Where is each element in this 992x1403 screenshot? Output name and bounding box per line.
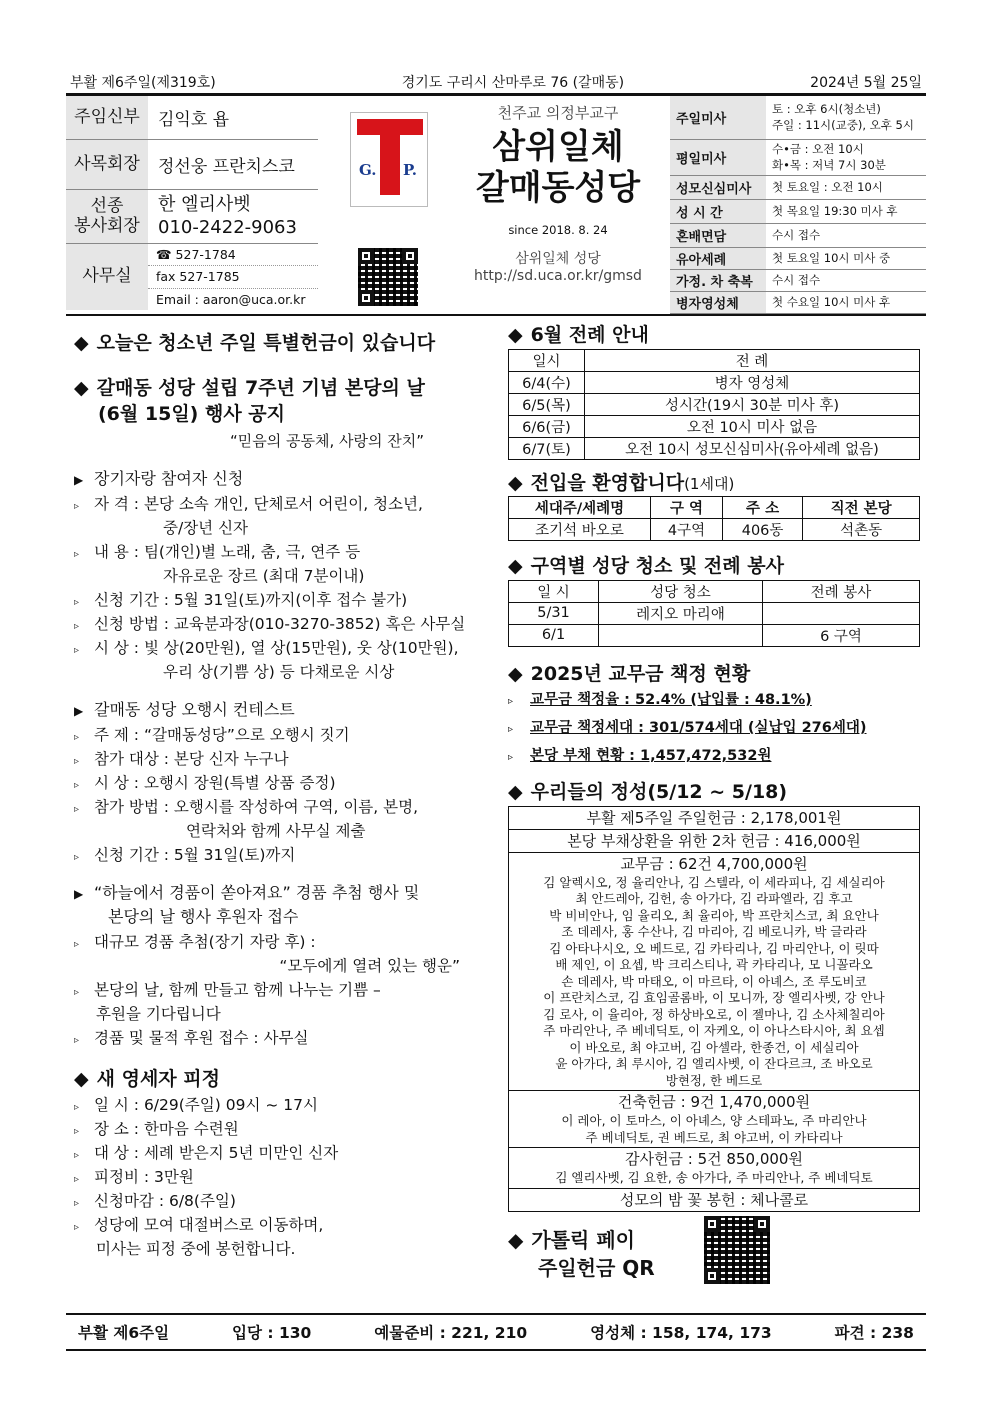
parish-name-line1: 삼위일체 (492, 127, 624, 167)
mass-schedule-value (766, 96, 926, 139)
talent-award (74, 636, 504, 660)
poem-method-cont: 연락처와 함께 사무실 제출 (186, 821, 366, 840)
mass-schedule-line: 첫 목요일 19:30 미사 후 (772, 203, 898, 218)
anniversary-heading (74, 375, 504, 402)
small-triangle-icon: ▹ (74, 1035, 80, 1047)
diamond-bullet-icon: ◆ (74, 376, 89, 399)
liturgy-hymn-footer (66, 1313, 926, 1351)
name-list-line: 주 마리안나, 주 베네딕토, 이 자케오, 이 아나스타시아, 최 요셉 (543, 1023, 885, 1039)
prize-draw-title-text: “하늘에서 경품이 쏟아져요” 경품 추첨 행사 및 (94, 882, 420, 902)
sponsor-line-cont: 후원을 기다립니다 (96, 1005, 221, 1024)
footer-entry-hymn: 입당 : 130 (232, 1324, 312, 1342)
name-list-line: 손 데레사, 박 마태오, 이 마르타, 이 아녜스, 조 루도비코 (561, 973, 867, 989)
diamond-bullet-icon: ◆ (508, 324, 523, 346)
table-cell: 6/5(목) (509, 393, 585, 415)
footer-communion-hymn: 영성체 : 158, 174, 173 (590, 1324, 772, 1342)
mass-schedule-value (766, 200, 926, 223)
talent-qualification (74, 492, 504, 516)
qr-finder-icon (754, 1216, 770, 1232)
table-cell: 5/31 (509, 602, 599, 624)
qr-finder-icon (358, 248, 374, 264)
mass-schedule-label: 혼배면담 (670, 224, 766, 247)
small-triangle-icon: ▹ (74, 803, 80, 815)
poem-target-text: 참가 대상 : 본당 신자 누구나 (94, 749, 289, 768)
thanks-offering-names (509, 1170, 919, 1189)
table-cell: 6/4(수) (509, 371, 585, 393)
poem-contest-title (74, 698, 504, 723)
debt-second-collection: 본당 부채상환을 위한 2차 헌금 : 416,000원 (509, 830, 919, 853)
mass-schedule-line: 수•금 : 오전 10시 (772, 141, 864, 156)
talent-qualification-text: 자 격 : 본당 소속 개인, 단체로서 어린이, 청소년, (94, 494, 423, 513)
welcome-heading (508, 470, 920, 497)
mass-schedule-label: 주일미사 (670, 96, 766, 139)
parish-name-line2: 갈매동성당 (475, 167, 641, 208)
qr-finder-icon (704, 1268, 720, 1284)
diamond-bullet-icon: ◆ (508, 662, 523, 685)
small-triangle-icon: ▹ (74, 1101, 80, 1113)
name-list-line: 김 알렉시오, 정 율리안나, 김 스텔라, 이 세라피나, 김 세실리아 (543, 874, 885, 890)
homepage-qr-code[interactable] (358, 248, 418, 306)
pastor-label: 주임신부 (66, 96, 148, 139)
poem-contest-title-text: 갈매동 성당 오행시 컨테스트 (94, 699, 295, 719)
sunday-offering: 부활 제5주일 주일헌금 : 2,178,001원 (509, 807, 919, 830)
prize-draw-title-cont: 본당의 날 행사 후원자 접수 (108, 907, 299, 927)
table-cell: 조기석 바오로 (509, 519, 651, 541)
retreat-target (74, 1141, 504, 1165)
small-triangle-icon: ▹ (74, 1197, 80, 1209)
small-triangle-icon: ▹ (508, 724, 514, 736)
retreat-place (74, 1117, 504, 1141)
diamond-bullet-icon: ◆ (508, 471, 523, 494)
mass-schedule-value (766, 140, 926, 175)
prize-draw-slogan: “모두에게 열려 있는 행운” (279, 957, 460, 976)
small-triangle-icon: ▹ (74, 1221, 80, 1233)
small-triangle-icon: ▹ (74, 500, 80, 512)
small-triangle-icon: ▹ (74, 851, 80, 863)
mass-schedule-value (766, 224, 926, 247)
thanks-offering-total: 감사헌금 : 5건 850,000원 (625, 1150, 803, 1169)
table-header-row (509, 349, 920, 371)
issue-header-bar (66, 70, 926, 96)
cleaning-heading-text: 구역별 성당 청소 및 전례 봉사 (530, 555, 784, 578)
cleaning-heading (508, 553, 920, 580)
small-triangle-icon: ▹ (74, 1149, 80, 1161)
council-row (66, 140, 318, 190)
pastor-name: 김익호 욥 (148, 96, 318, 139)
office-contacts (148, 244, 318, 310)
budget-heading-text: 2025년 교무금 책정 현황 (530, 662, 751, 685)
logo-letter-p: P. (403, 161, 418, 179)
sponsor-line (74, 978, 504, 1002)
table-cell: 4구역 (651, 519, 723, 541)
header-divider (66, 314, 926, 316)
diamond-bullet-icon: ◆ (508, 555, 523, 578)
mass-schedule-row (670, 224, 926, 248)
right-column (508, 322, 920, 1316)
poem-method-text: 참가 방법 : 오행시를 작성하여 구역, 이름, 본명, (94, 797, 419, 816)
name-list-line: 배 제인, 이 요셉, 박 크리스티나, 곽 카타리나, 모 니꼴라오 (555, 957, 873, 973)
kyomugeum-names (509, 875, 919, 1092)
mass-schedule-value (766, 292, 926, 313)
retreat-heading (74, 1066, 504, 1093)
small-triangle-icon: ▹ (508, 696, 514, 708)
retreat-target-text: 대 상 : 세례 받은지 5년 미만인 신자 (94, 1143, 339, 1162)
footer-offertory-hymn: 예물준비 : 221, 210 (374, 1324, 528, 1342)
retreat-deadline-text: 신청마감 : 6/8(주일) (94, 1191, 236, 1210)
retreat-place-text: 장 소 : 한마음 수련원 (94, 1119, 239, 1138)
talent-show-title (74, 467, 504, 492)
retreat-heading-text: 새 영세자 피정 (96, 1068, 220, 1091)
issue-date: 2024년 5월 25일 (810, 74, 922, 91)
table-row (509, 415, 920, 437)
triangle-bullet-icon: ▶ (74, 703, 84, 718)
qr-finder-icon (704, 1216, 720, 1232)
cleaning-table (508, 580, 920, 647)
building-offering-names (509, 1113, 919, 1148)
footer-dismissal-hymn: 파견 : 238 (834, 1324, 914, 1342)
name-list-line: 김 아타나시오, 오 베드로, 김 카타리나, 김 마리안나, 이 릿따 (549, 940, 879, 956)
small-triangle-icon: ▹ (74, 939, 80, 951)
talent-content (74, 540, 504, 564)
talent-qualification-cont: 중/장년 신자 (163, 518, 249, 537)
diocese-name: 천주교 의정부교구 (497, 104, 619, 122)
parish-title-block (450, 96, 666, 314)
issue-number: 부활 제6주일(제319호) (70, 74, 216, 91)
small-triangle-icon: ▹ (74, 620, 80, 632)
parish-debt (508, 743, 920, 771)
pastor-row (66, 96, 318, 140)
anniversary-slogan: “믿음의 공동체, 사랑의 잔치” (229, 431, 424, 450)
retreat-transport-text: 성당에 모여 대절버스로 이동하며, (94, 1215, 324, 1234)
table-row (509, 519, 920, 541)
logo-letter-g: G. (359, 161, 377, 179)
retreat-fee-text: 피정비 : 3만원 (94, 1167, 194, 1186)
table-row (509, 371, 920, 393)
retreat-date-text: 일 시 : 6/29(주일) 09시 ~ 17시 (94, 1095, 318, 1114)
june-col-date: 일시 (509, 349, 585, 371)
small-triangle-icon: ▹ (74, 596, 80, 608)
small-triangle-icon: ▹ (74, 779, 80, 791)
parish-debt-text: 본당 부채 현황 : 1,457,472,532원 (530, 748, 772, 765)
june-col-liturgy: 전 례 (585, 349, 920, 371)
welcome-table (508, 496, 920, 541)
cleaning-col-date: 일 시 (509, 580, 599, 602)
small-triangle-icon: ▹ (74, 987, 80, 999)
logo-bar (357, 119, 423, 135)
talent-content-text: 내 용 : 팀(개인)별 노래, 춤, 극, 연주 등 (94, 542, 361, 561)
welcome-col-prev-parish: 직전 본당 (803, 497, 920, 519)
masthead-block (66, 96, 926, 314)
diamond-bullet-icon: ◆ (74, 332, 89, 354)
table-row (509, 602, 920, 624)
mass-schedule-line: 토 : 오후 6시(청소년) (772, 101, 881, 116)
triangle-bullet-icon: ▶ (74, 886, 84, 901)
building-offering-total: 건축헌금 : 9건 1,470,000원 (617, 1093, 811, 1112)
homepage-label: 삼위일체 성당 (515, 250, 601, 267)
homepage-url[interactable]: http://sd.uca.or.kr/gmsd (474, 268, 642, 285)
name-list-line: 주 베네딕토, 권 베드로, 최 야고버, 이 카타리나 (585, 1129, 843, 1145)
mass-schedule-row (670, 270, 926, 292)
mass-schedule-label: 평일미사 (670, 140, 766, 175)
poem-theme (74, 723, 504, 747)
sponsor-line-text: 본당의 날, 함께 만들고 함께 나누는 기쁨 – (94, 981, 381, 1000)
name-list-line: 조 데레사, 홍 수산나, 김 마리아, 김 베로니카, 박 글라라 (561, 924, 867, 940)
mass-schedule-row (670, 248, 926, 270)
catholic-pay-qr-code[interactable] (704, 1216, 770, 1284)
kyomugeum-total: 교무금 : 62건 4,700,000원 (620, 854, 808, 873)
poem-award (74, 771, 504, 795)
mass-schedule-line: 첫 수요일 10시 미사 후 (772, 294, 891, 309)
table-cell: 6 구역 (763, 624, 920, 646)
table-cell: 6/6(금) (509, 415, 585, 437)
mass-schedule-value (766, 248, 926, 269)
offering-report-heading (508, 779, 920, 806)
church-address: 경기도 구리시 산마루로 76 (갈매동) (401, 74, 625, 91)
service-row (66, 190, 318, 244)
budget-households-text: 교무금 책정세대 : 301/574세대 (실납입 276세대) (530, 720, 867, 737)
mass-schedule-label: 성 시 간 (670, 200, 766, 223)
poem-award-text: 시 상 : 오행시 장원(특별 상품 증정) (94, 773, 336, 792)
budget-heading (508, 661, 920, 688)
mass-schedule-label: 가정. 차 축복 (670, 270, 766, 291)
table-cell (763, 602, 920, 624)
talent-period-text: 신청 기간 : 5월 31일(토)까지(이후 접수 불가) (94, 590, 408, 609)
june-liturgy-table (508, 349, 920, 460)
talent-method (74, 612, 504, 636)
prize-draw-line (74, 930, 504, 954)
staff-panel (66, 96, 318, 314)
talent-content-cont: 자유로운 장르 (최대 7분이내) (163, 566, 365, 585)
small-triangle-icon: ▹ (74, 644, 80, 656)
welcome-col-head: 세대주/세례명 (509, 497, 651, 519)
diamond-bullet-icon: ◆ (508, 781, 523, 804)
name-list-line: 김 엘리사벳, 김 요한, 송 아가다, 주 마리안나, 주 베네딕토 (555, 1170, 873, 1186)
name-list-line: 이 바오로, 최 야고버, 김 아셀라, 한종건, 이 세실리아 (569, 1039, 859, 1055)
diamond-bullet-icon: ◆ (508, 1227, 524, 1252)
table-cell: 성시간(19시 30분 미사 후) (585, 393, 920, 415)
retreat-fee (74, 1165, 504, 1189)
talent-method-text: 신청 방법 : 교육분과장(010-3270-3852) 혹은 사무실 (94, 614, 466, 633)
retreat-transport (74, 1213, 504, 1237)
mass-schedule-line: 화•목 : 저녁 7시 30분 (772, 157, 886, 172)
mass-schedule-value (766, 176, 926, 199)
table-cell: 오전 10시 미사 없음 (585, 415, 920, 437)
welcome-col-zone: 구 역 (651, 497, 723, 519)
cleaning-col-liturgy: 전례 봉사 (763, 580, 920, 602)
mass-schedule-label: 병자영성체 (670, 292, 766, 313)
table-cell (599, 624, 763, 646)
poem-theme-text: 주 제 : “갈매동성당”으로 오행시 짓기 (94, 725, 350, 744)
mass-schedule-row (670, 200, 926, 224)
offering-notice-text: 오늘은 청소년 주일 특별헌금이 있습니다 (96, 332, 436, 354)
budget-households (508, 715, 920, 743)
mass-schedule-line: 첫 토요일 : 오전 10시 (772, 179, 883, 194)
qr-finder-icon (358, 290, 374, 306)
office-tel: ☎ 527-1784 (148, 244, 318, 266)
anniversary-heading-line1: 갈매동 성당 설립 7주년 기념 본당의 날 (96, 376, 425, 399)
mass-schedule-line: 주일 : 11시(교중), 오후 5시 (772, 117, 914, 132)
table-cell: 6/1 (509, 624, 599, 646)
welcome-count: (1세대) (684, 474, 735, 493)
diamond-bullet-icon: ◆ (74, 1068, 89, 1091)
welcome-heading-text: 전입을 환영합니다 (530, 471, 685, 494)
table-row (509, 393, 920, 415)
budget-rate-text: 교무금 책정율 : 52.4% (납입률 : 48.1%) (530, 692, 812, 709)
catholic-pay-block (508, 1226, 920, 1316)
mass-schedule-value (766, 270, 926, 291)
poem-period-text: 신청 기간 : 5월 31일(토)까지 (94, 845, 296, 864)
qr-finder-icon (402, 248, 418, 264)
name-list-line: 최 안드레아, 김헌, 송 아가다, 김 라파엘라, 김 후고 (575, 891, 853, 907)
name-list-line: 이 프란치스코, 김 효임골롬바, 이 모니까, 장 엘리사벳, 강 안나 (543, 990, 885, 1006)
service-name: 한 엘리사벳 (158, 194, 251, 215)
service-phone: 010-2422-9063 (158, 216, 297, 238)
office-email[interactable]: Email : aaron@uca.or.kr (156, 291, 306, 307)
footer-week: 부활 제6주일 (78, 1324, 170, 1342)
small-triangle-icon: ▹ (74, 731, 80, 743)
name-list-line: 윤 아가다, 최 루시아, 김 엘리사벳, 이 잔다르크, 조 바오로 (555, 1056, 873, 1072)
talent-show-title-text: 장기자랑 참여자 신청 (94, 468, 244, 488)
mass-schedule-line: 첫 토요일 10시 미사 중 (772, 250, 891, 265)
offering-report-box (508, 806, 920, 1212)
talent-period (74, 588, 504, 612)
left-column (74, 330, 504, 1261)
office-row (66, 244, 318, 310)
mass-schedule-row (670, 176, 926, 200)
catholic-pay-heading-text: 가톨릭 페이 (531, 1227, 635, 1252)
retreat-date (74, 1093, 504, 1117)
offering-notice-heading (74, 330, 504, 357)
june-liturgy-heading-text: 6월 전례 안내 (530, 324, 649, 346)
poem-method (74, 795, 504, 819)
office-label: 사무실 (66, 244, 148, 310)
mass-schedule-label: 유아세례 (670, 248, 766, 269)
table-cell: 석촌동 (803, 519, 920, 541)
anniversary-heading-line2: (6월 15일) 행사 공지 (98, 403, 285, 426)
retreat-transport-cont: 미사는 피정 중에 봉헌합니다. (96, 1239, 296, 1258)
catholic-pay-qr-label: 주일헌금 QR (538, 1255, 655, 1280)
table-header-row (509, 580, 920, 602)
mass-schedule-row (670, 140, 926, 176)
small-triangle-icon: ▹ (74, 1173, 80, 1185)
talent-award-text: 시 상 : 빛 상(20만원), 열 상(15만원), 웃 상(10만원), (94, 638, 459, 657)
table-cell: 6/7(토) (509, 437, 585, 459)
talent-award-cont: 우리 상(기쁨 상) 등 다채로운 시상 (163, 662, 395, 681)
june-liturgy-heading (508, 322, 920, 349)
mass-schedule-line: 수시 접수 (772, 227, 821, 242)
table-cell: 오전 10시 성모신심미사(유아세례 없음) (585, 437, 920, 459)
table-cell: 406동 (722, 519, 802, 541)
founded-date: since 2018. 8. 24 (508, 222, 608, 237)
name-list-line: 박 비비안나, 임 율리오, 최 율리아, 박 프란치스코, 최 요안나 (549, 907, 879, 923)
name-list-line: 이 레아, 이 토마스, 이 아녜스, 양 스테파노, 주 마리안나 (561, 1113, 867, 1129)
council-label: 사목회장 (66, 140, 148, 189)
council-name: 정선웅 프란치스코 (148, 140, 318, 189)
poem-target (74, 747, 504, 771)
mass-schedule-panel (670, 96, 926, 314)
retreat-deadline (74, 1189, 504, 1213)
logo-stem (380, 135, 400, 195)
offering-report-heading-text: 우리들의 정성(5/12 ~ 5/18) (530, 781, 788, 804)
service-contact (148, 190, 318, 243)
service-label-line1: 선종 (90, 195, 124, 216)
poem-period (74, 843, 504, 867)
budget-rate (508, 687, 920, 715)
table-row (509, 624, 920, 646)
mass-schedule-row (670, 96, 926, 140)
table-cell: 레지오 마리애 (599, 602, 763, 624)
small-triangle-icon: ▹ (74, 548, 80, 560)
sponsor-desk-text: 경품 및 물적 후원 접수 : 사무실 (94, 1029, 309, 1048)
name-list-line: 방현정, 한 베드로 (665, 1072, 763, 1088)
flower-offering: 성모의 밤 꽃 봉헌 : 체나콜로 (619, 1190, 809, 1209)
table-row (509, 437, 920, 459)
triangle-bullet-icon: ▶ (74, 472, 84, 487)
table-header-row (509, 497, 920, 519)
church-logo (350, 112, 428, 207)
service-label (66, 190, 148, 243)
welcome-col-address: 주 소 (722, 497, 802, 519)
service-label-line2: 봉사회장 (74, 215, 140, 236)
prize-draw-title (74, 881, 504, 906)
table-cell: 병자 영성체 (585, 371, 920, 393)
sponsor-desk (74, 1026, 504, 1050)
prize-draw-line-text: 대규모 경품 추첨(장기 자랑 후) : (94, 933, 316, 952)
cleaning-col-cleaning: 성당 청소 (599, 580, 763, 602)
small-triangle-icon: ▹ (508, 752, 514, 764)
name-list-line: 김 로사, 이 율리아, 정 하상바오로, 이 젤마나, 김 소사체칠리아 (543, 1006, 885, 1022)
small-triangle-icon: ▹ (74, 755, 80, 767)
mass-schedule-label: 성모신심미사 (670, 176, 766, 199)
office-fax: fax 527-1785 (148, 266, 318, 288)
mass-schedule-line: 수시 접수 (772, 272, 821, 287)
mass-schedule-row (670, 292, 926, 314)
small-triangle-icon: ▹ (74, 1125, 80, 1137)
